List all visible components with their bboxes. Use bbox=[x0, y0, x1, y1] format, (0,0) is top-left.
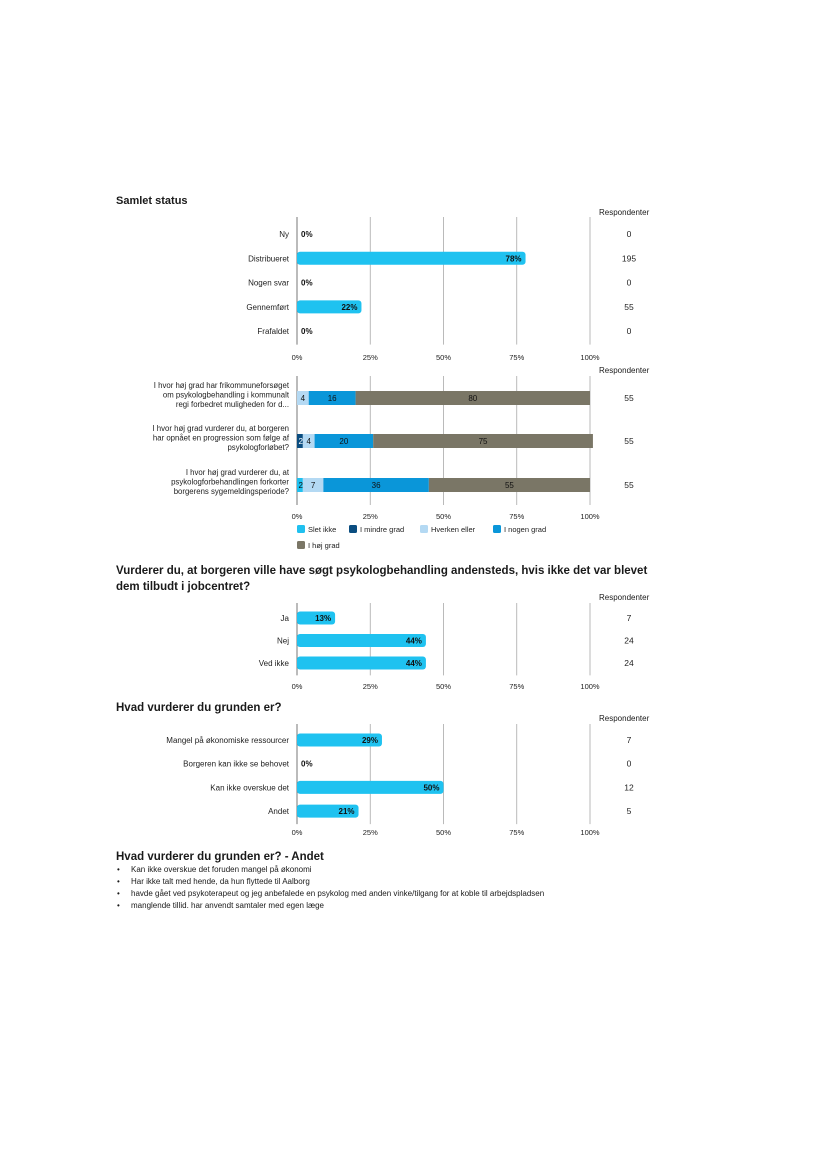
soegt-respondents-value: 24 bbox=[624, 658, 634, 668]
samlet-tick-label: 50% bbox=[435, 353, 452, 362]
legend-swatch-slet-ikke bbox=[297, 525, 305, 533]
andet-item: • Har ikke talt med hende, da hun flyttede til Aalborg bbox=[116, 876, 544, 888]
grad-segment-label: 75 bbox=[478, 437, 488, 446]
samlet-tick-label: 25% bbox=[362, 353, 378, 362]
samlet-respondents-value: 0 bbox=[626, 277, 632, 288]
grad-category-label: psykologforbehandlingen forkorter bbox=[171, 477, 289, 487]
samlet-category-label: Ny bbox=[279, 230, 289, 239]
grad-category-label: borgerens sygemeldingsperiode? bbox=[173, 487, 289, 496]
grunden-bar bbox=[297, 781, 444, 794]
samlet-respondents-value: 55 bbox=[624, 301, 634, 312]
respondents-header-grad: Respondenter bbox=[599, 366, 650, 375]
grad-respondents-value: 55 bbox=[624, 436, 634, 446]
soegt-tick-label: 50% bbox=[435, 682, 452, 691]
legend-swatch-i-mindre-grad bbox=[349, 525, 357, 533]
samlet-bar-label: 0% bbox=[301, 278, 313, 288]
samlet-category-label: Gennemført bbox=[246, 302, 289, 312]
samlet-bar-label: 78% bbox=[505, 254, 522, 264]
grad-category-label: har opnået en progression som følge af bbox=[152, 433, 289, 443]
soegt-tick-label: 75% bbox=[509, 682, 525, 691]
grad-category-label: I hvor høj grad vurderer du, at borgeren bbox=[152, 424, 289, 433]
grunden-tick-label: 50% bbox=[435, 828, 452, 837]
samlet-category-label: Frafaldet bbox=[257, 327, 289, 337]
andet-title: Hvad vurderer du grunden er? - Andet bbox=[116, 851, 324, 863]
chart-title-samlet-status: Samlet status bbox=[116, 195, 188, 207]
grunden-category-label: Kan ikke overskue det bbox=[210, 783, 289, 793]
grunden-respondents-value: 12 bbox=[624, 782, 634, 793]
grunden-bar-label: 0% bbox=[301, 759, 313, 769]
grad-respondents-value: 55 bbox=[624, 480, 634, 490]
andet-item: • havde gået ved psykoterapeut og jeg anbefalede en psykolog med anden vinke/tilgang for at koble til arbejdspladsen bbox=[116, 888, 544, 900]
samlet-respondents-value: 0 bbox=[626, 326, 632, 337]
grunden-tick-label: 25% bbox=[362, 828, 378, 837]
grunden-respondents-value: 5 bbox=[626, 806, 632, 817]
grad-category-label: I hvor høj grad har frikommuneforsøget bbox=[153, 381, 289, 390]
andet-item: • manglende tillid. har anvendt samtaler med egen læge bbox=[116, 900, 544, 912]
grunden-category-label: Borgeren kan ikke se behovet bbox=[183, 759, 289, 769]
legend-label: Hverken eller bbox=[431, 525, 476, 534]
grunden-bar-label: 50% bbox=[423, 783, 440, 793]
samlet-tick-label: 75% bbox=[509, 353, 525, 362]
grad-segment-label: 55 bbox=[504, 481, 514, 490]
samlet-tick-label: 100% bbox=[580, 353, 600, 362]
soegt-tick-label: 100% bbox=[580, 682, 600, 691]
samlet-bar-label: 0% bbox=[301, 327, 313, 337]
grunden-category-label: Andet bbox=[268, 807, 289, 817]
legend-label: I mindre grad bbox=[360, 525, 405, 534]
grad-category-label: I hvor høj grad vurderer du, at bbox=[185, 468, 289, 477]
samlet-respondents-value: 0 bbox=[626, 229, 632, 239]
respondents-header-grunden: Respondenter bbox=[599, 714, 650, 723]
soegt-bar-label: 13% bbox=[315, 614, 332, 623]
grunden-category-label: Mangel på økonomiske ressourcer bbox=[166, 736, 289, 745]
grad-tick-label: 100% bbox=[580, 512, 600, 521]
grad-segment-label: 4 bbox=[300, 394, 306, 403]
grunden-bar-label: 29% bbox=[361, 736, 378, 745]
grad-category-label: regi forbedret muligheden for d... bbox=[175, 400, 289, 409]
respondents-header-soegt: Respondenter bbox=[599, 593, 650, 602]
soegt-bar-label: 44% bbox=[405, 636, 422, 646]
legend-swatch-i-nogen-grad bbox=[493, 525, 501, 533]
samlet-respondents-value: 195 bbox=[621, 253, 637, 264]
soegt-respondents-value: 7 bbox=[626, 613, 632, 623]
samlet-tick-label: 0% bbox=[291, 353, 303, 362]
soegt-category-label: Ved ikke bbox=[258, 659, 289, 668]
soegt-bar-label: 44% bbox=[405, 659, 422, 668]
grunden-tick-label: 100% bbox=[580, 828, 600, 837]
grad-category-label: om psykologbehandling i kommunalt bbox=[162, 390, 289, 400]
andet-item: • Kan ikke overskue det foruden mangel på økonomi bbox=[116, 864, 544, 876]
samlet-category-label: Nogen svar bbox=[248, 278, 289, 288]
samlet-bar bbox=[297, 252, 526, 265]
soegt-tick-label: 0% bbox=[291, 682, 303, 691]
grad-segment-label: 2 bbox=[298, 481, 303, 490]
chart-title-soegt: Vurderer du, at borgeren ville have søgt psykologbehandling andensteds, hvis ikke det var blevet dem tilbudt i jobcentret? bbox=[116, 565, 648, 593]
grad-segment-label: 2 bbox=[298, 437, 303, 446]
grad-segment-label: 36 bbox=[371, 481, 381, 490]
grad-category-label: psykologforløbet? bbox=[227, 443, 289, 452]
grad-segment-label: 4 bbox=[306, 437, 311, 446]
soegt-category-label: Ja bbox=[280, 614, 289, 623]
grunden-respondents-value: 7 bbox=[626, 735, 632, 745]
grad-segment-label: 20 bbox=[339, 437, 349, 446]
samlet-bar-label: 0% bbox=[301, 230, 313, 239]
grad-respondents-value: 55 bbox=[624, 393, 634, 403]
samlet-category-label: Distribueret bbox=[248, 254, 289, 264]
legend-swatch-i-høj-grad bbox=[297, 541, 305, 549]
grad-tick-label: 25% bbox=[362, 512, 378, 521]
legend-label: I høj grad bbox=[308, 541, 340, 550]
soegt-category-label: Nej bbox=[276, 636, 289, 646]
grad-tick-label: 50% bbox=[435, 512, 452, 521]
respondents-header: Respondenter bbox=[599, 208, 650, 217]
legend-label: I nogen grad bbox=[504, 525, 547, 534]
legend-label: Slet ikke bbox=[308, 525, 337, 534]
grad-segment-label: 16 bbox=[327, 394, 337, 403]
grunden-tick-label: 75% bbox=[509, 828, 525, 837]
grunden-bar-label: 21% bbox=[338, 807, 355, 817]
soegt-tick-label: 25% bbox=[362, 682, 378, 691]
grunden-respondents-value: 0 bbox=[626, 758, 632, 769]
grunden-tick-label: 0% bbox=[291, 828, 303, 837]
legend-swatch-hverken-eller bbox=[420, 525, 428, 533]
andet-list bbox=[116, 864, 544, 912]
grad-tick-label: 75% bbox=[509, 512, 525, 521]
samlet-bar-label: 22% bbox=[341, 302, 358, 312]
soegt-respondents-value: 24 bbox=[624, 635, 634, 646]
grad-segment-label: 80 bbox=[468, 394, 478, 403]
grad-tick-label: 0% bbox=[291, 512, 303, 521]
chart-title-grunden: Hvad vurderer du grunden er? bbox=[116, 702, 282, 714]
grad-segment-label: 7 bbox=[310, 481, 316, 490]
